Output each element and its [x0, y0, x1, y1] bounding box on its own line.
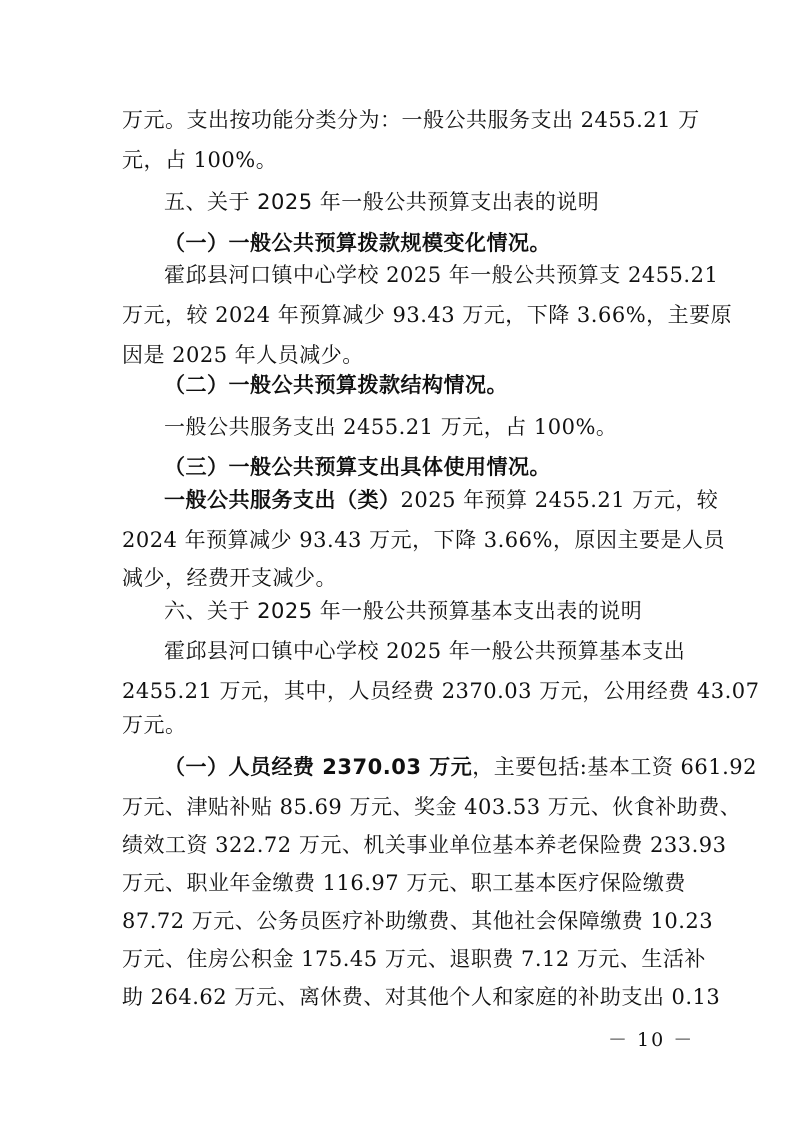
body-line: 一般公共服务支出 2455.21 万元，占 100%。 — [164, 415, 618, 439]
body-line: 霍邱县河口镇中心学校 2025 年一般公共预算支 2455.21 — [164, 263, 719, 287]
body-line: 万元。 — [122, 713, 187, 737]
bold-personnel-label: （一）人员经费 2370.03 万元 — [164, 755, 473, 779]
subsection-heading: （一）一般公共预算拨款规模变化情况。 — [164, 231, 551, 255]
body-line: 减少，经费开支减少。 — [122, 566, 337, 590]
section-heading: 六、关于 2025 年一般公共预算基本支出表的说明 — [164, 599, 643, 623]
body-line: 87.72 万元、公务员医疗补助缴费、其他社会保障缴费 10.23 — [122, 909, 714, 933]
body-line: 2455.21 万元，其中，人员经费 2370.03 万元，公用经费 43.07 — [122, 679, 760, 703]
body-line: 万元。支出按功能分类分为：一般公共服务支出 2455.21 万 — [122, 108, 700, 132]
body-line: 万元、津贴补贴 85.69 万元、奖金 403.53 万元、伙食补助费、 — [122, 795, 742, 819]
body-line: 万元、住房公积金 175.45 万元、退职费 7.12 万元、生活补 — [122, 947, 706, 971]
body-line: 元，占 100%。 — [122, 148, 278, 172]
body-line: 一般公共服务支出（类）2025 年预算 2455.21 万元，较 — [164, 488, 719, 512]
body-line: 绩效工资 322.72 万元、机关事业单位基本养老保险费 233.93 — [122, 833, 727, 857]
body-line: 万元，较 2024 年预算减少 93.43 万元，下降 3.66%，主要原 — [122, 303, 733, 327]
body-line: 助 264.62 万元、离休费、对其他个人和家庭的补助支出 0.13 — [122, 985, 721, 1009]
section-heading: 五、关于 2025 年一般公共预算支出表的说明 — [164, 190, 600, 214]
body-line: 霍邱县河口镇中心学校 2025 年一般公共预算基本支出 — [164, 639, 686, 663]
body-line: 2024 年预算减少 93.43 万元，下降 3.66%，原因主要是人员 — [122, 528, 725, 552]
body-line: （一）人员经费 2370.03 万元，主要包括:基本工资 661.92 — [164, 755, 758, 779]
body-line: 万元、职业年金缴费 116.97 万元、职工基本医疗保险缴费 — [122, 871, 686, 895]
subsection-heading: （二）一般公共预算拨款结构情况。 — [164, 373, 508, 397]
body-line: 因是 2025 年人员减少。 — [122, 343, 364, 367]
page-number: － 10 － — [608, 1029, 695, 1051]
subsection-heading: （三）一般公共预算支出具体使用情况。 — [164, 455, 551, 479]
bold-category-label: 一般公共服务支出（类） — [164, 488, 401, 512]
